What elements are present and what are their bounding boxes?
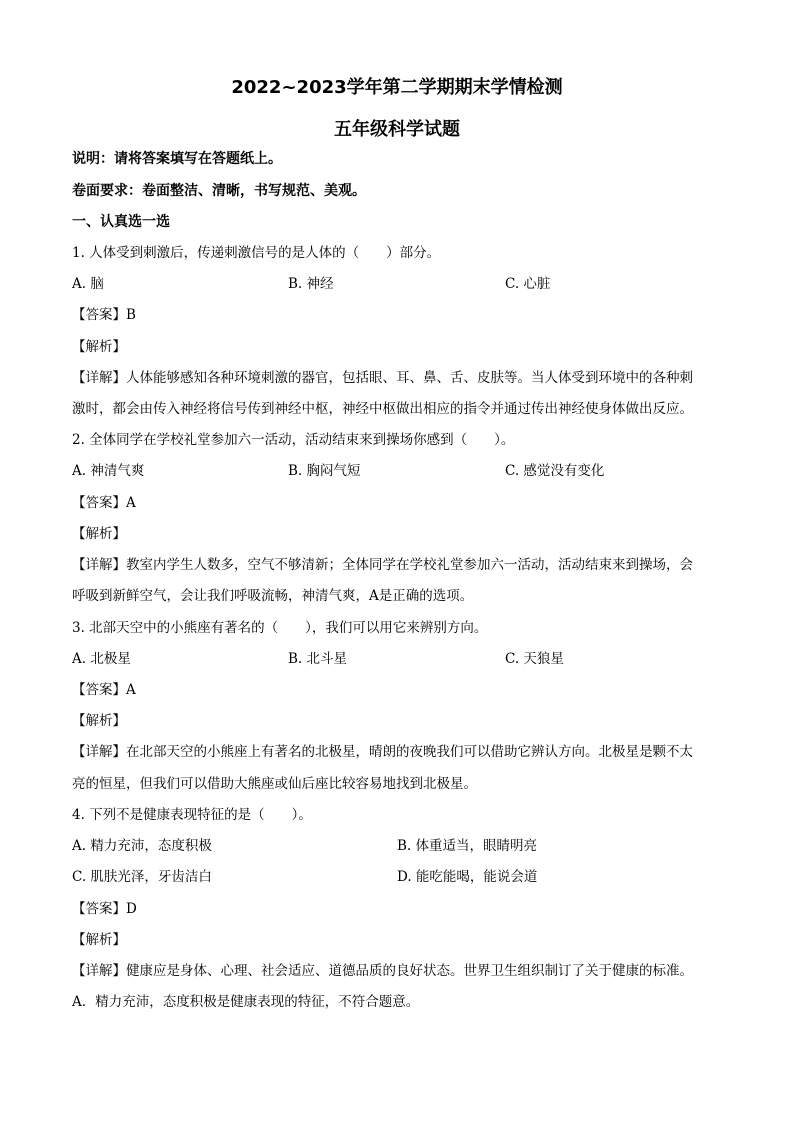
question-4-option-c: C. 肌肤光泽，牙齿洁白	[72, 869, 212, 885]
question-2-option-b: B. 胸闷气短	[288, 463, 361, 479]
question-1-stem: 1. 人体受到刺激后，传递刺激信号的是人体的（ ）部分。	[72, 245, 441, 261]
section-heading: 一、认真选一选	[72, 214, 170, 230]
question-1-analysis: 【解析】	[72, 339, 126, 355]
note-requirement: 卷面要求：卷面整洁、清晰，书写规范、美观。	[72, 183, 366, 199]
question-3-stem: 3. 北部天空中的小熊座有著名的（ ），我们可以用它来辨别方向。	[72, 620, 488, 636]
question-4-option-b: B. 体重适当，眼睛明亮	[397, 838, 538, 854]
question-1-answer: 【答案】B	[72, 307, 136, 323]
question-3-option-b: B. 北斗星	[288, 651, 348, 667]
question-2-detail-line-2: 呼吸到新鲜空气，会让我们呼吸流畅，神清气爽，A是正确的选项。	[72, 588, 474, 604]
question-1-option-a: A. 脑	[72, 276, 104, 292]
question-4-analysis: 【解析】	[72, 932, 126, 948]
question-1-detail-line-1: 【详解】人体能够感知各种环境刺激的器官，包括眼、耳、鼻、舌、皮肤等。当人体受到环境中的各种刺	[72, 370, 693, 386]
question-1-option-b: B. 神经	[288, 276, 334, 292]
question-1-option-c: C. 心脏	[505, 276, 551, 292]
question-4-answer: 【答案】D	[72, 901, 137, 917]
question-3-analysis: 【解析】	[72, 713, 126, 729]
question-4-detail-line-2: A．精力充沛，态度积极是健康表现的特征，不符合题意。	[72, 994, 420, 1010]
question-3-option-c: C. 天狼星	[505, 651, 564, 667]
question-2-answer: 【答案】A	[72, 495, 136, 511]
note-instruction: 说明：请将答案填写在答题纸上。	[72, 151, 282, 167]
question-4-option-d: D. 能吃能喝，能说会道	[397, 869, 538, 885]
question-4-stem: 4. 下列不是健康表现特征的是（ ）。	[72, 807, 312, 823]
question-3-detail-line-2: 亮的恒星，但我们可以借助大熊座或仙后座比较容易地找到北极星。	[72, 776, 477, 792]
question-2-analysis: 【解析】	[72, 526, 126, 542]
question-3-option-a: A. 北极星	[72, 651, 131, 667]
question-2-detail-line-1: 【详解】教室内学生人数多，空气不够清新；全体同学在学校礼堂参加六一活动，活动结束来到操场，会	[72, 557, 693, 573]
page-title: 2022~2023学年第二学期期末学情检测	[231, 77, 563, 98]
question-2-option-a: A. 神清气爽	[72, 463, 145, 479]
page-subtitle: 五年级科学试题	[334, 119, 460, 140]
question-4-detail-line-1: 【详解】健康应是身体、心理、社会适应、道德品质的良好状态。世界卫生组织制订了关于健康的标准。	[72, 963, 693, 979]
question-2-stem: 2. 全体同学在学校礼堂参加六一活动，活动结束来到操场你感到（ ）。	[72, 432, 515, 448]
question-3-detail-line-1: 【详解】在北部天空的小熊座上有著名的北极星，晴朗的夜晚我们可以借助它辨认方向。北极星是颗不太	[72, 744, 693, 760]
question-4-option-a: A. 精力充沛，态度积极	[72, 838, 212, 854]
question-3-answer: 【答案】A	[72, 682, 136, 698]
question-1-detail-line-2: 激时，都会由传入神经将信号传到神经中枢，神经中枢做出相应的指令并通过传出神经使身体做出反应。	[72, 401, 693, 417]
question-2-option-c: C. 感觉没有变化	[505, 463, 605, 479]
